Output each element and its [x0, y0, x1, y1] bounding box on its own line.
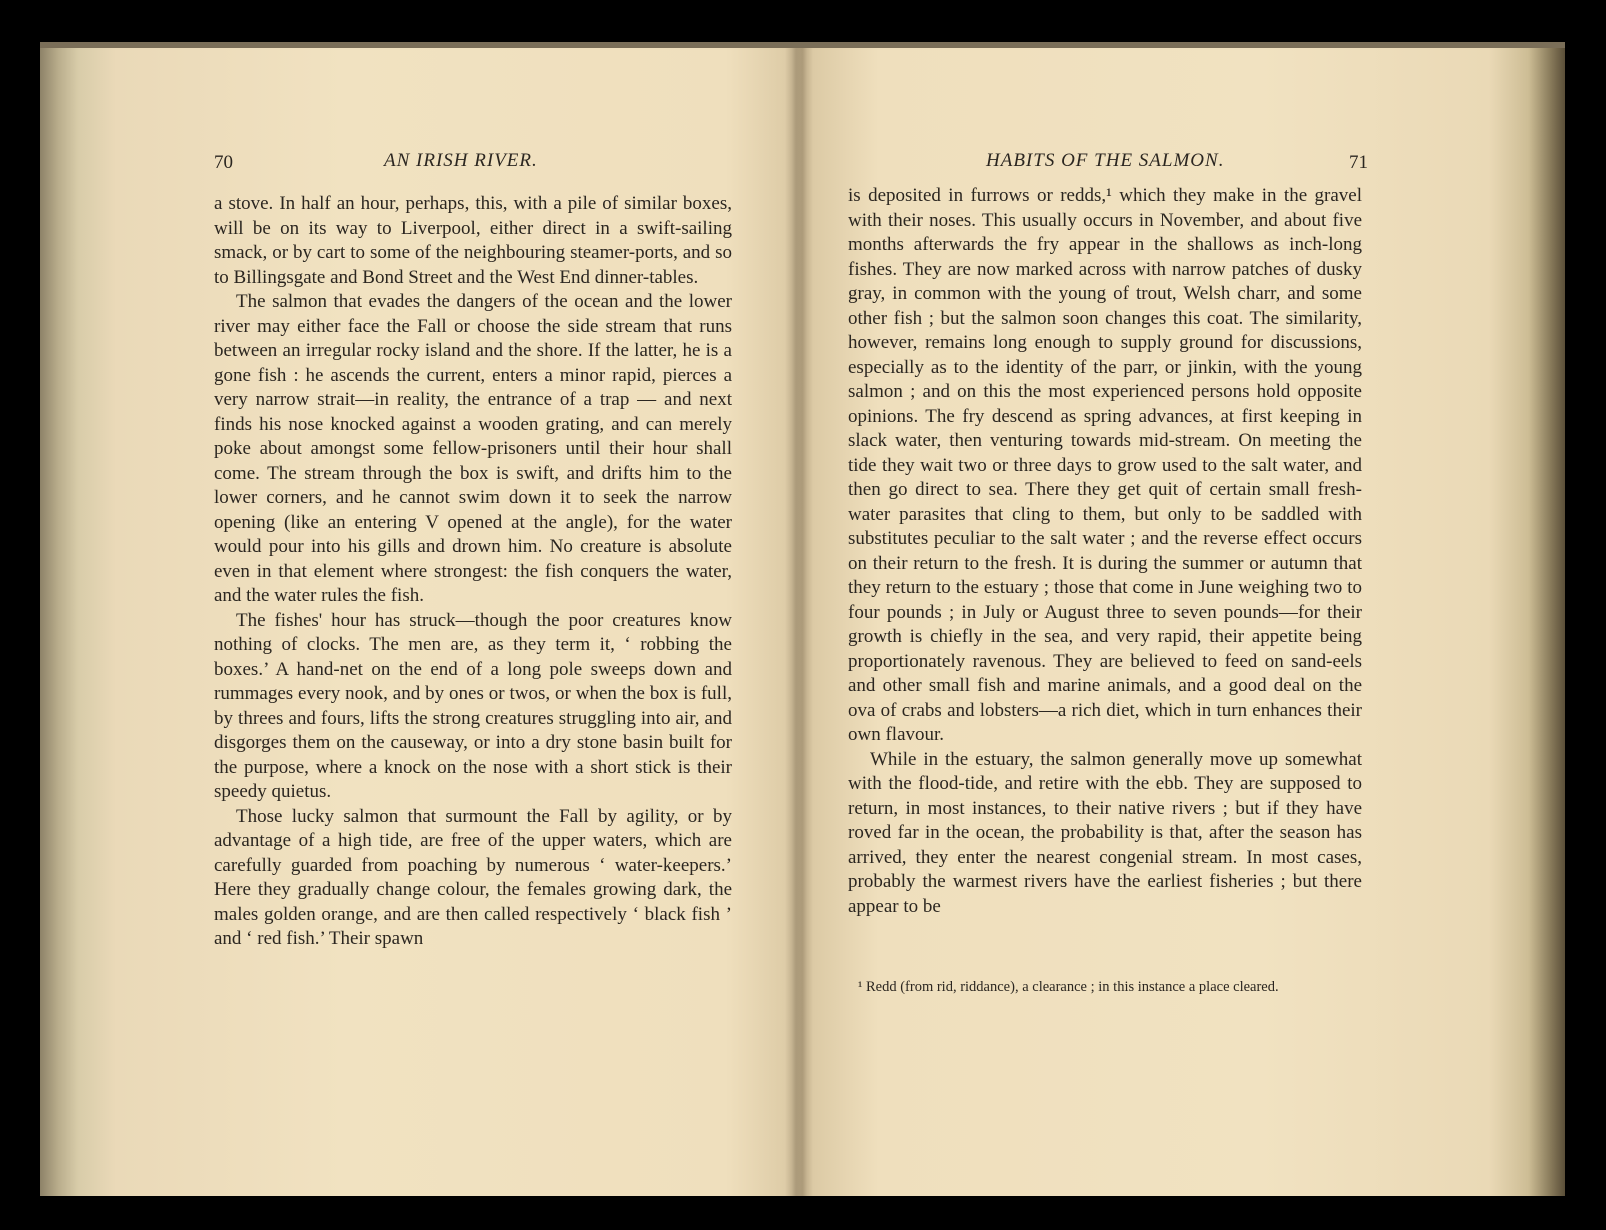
- left-paragraph-3: The fishes' hour has struck—though the poor creatures know nothing of clocks. The men are, as they term it, ‘ robbing the boxes.’ A hand-net on the end of a long pole sweeps down and rummages every nook, and by ones or twos, or when the box is full, by threes and fours, lifts the strong creatures struggling into air, and disgorges them on the causeway, or into a dry stone basin built for the purpose, where a knock on the nose with a short stick is their speedy quietus.: [214, 609, 732, 802]
- left-running-head: AN IRISH RIVER.: [384, 150, 538, 171]
- left-paragraph-1: a stove. In half an hour, perhaps, this, with a pile of similar boxes, will be on its way to Liverpool, either direct in a swift-sailing smack, or by cart to some of the neighbouring steamer-ports, and so to Billingsgate and Bond Street and the West End dinner-tables.: [214, 193, 732, 288]
- right-page-number: 71: [1349, 152, 1368, 173]
- right-page-body: [848, 184, 1362, 919]
- footnote: [846, 978, 1360, 996]
- left-paragraph-2: The salmon that evades the dangers of the ocean and the lower river may either face the Fall or choose the side stream that runs between an irregular rocky island and the shore. If the latter, he is a gone fish : he ascends the current, enters a minor rapid, pierces a very narrow strait—in reality, the entrance of a trap — and next finds his nose knocked against a wooden grating, and can merely poke about amongst some fellow-prisoners until their hour shall come. The stream through the box is swift, and drifts him to the lower corners, and he cannot swim down it to seek the narrow opening (like an entering V opened at the angle), for the water would pour into his gills and drown him. No creature is absolute even in that element where strongest: the fish conquers the water, and the water rules the fish.: [214, 291, 732, 606]
- right-paragraph-2: While in the estuary, the salmon generally move up somewhat with the flood-tide, and retire with the ebb. They are supposed to return, in most instances, to their native rivers ; but if they have roved far in the ocean, the probability is that, after the season has arrived, they enter the nearest congenial stream. In most cases, probably the warmest rivers have the earliest fisheries ; but there appear to be: [848, 748, 1362, 917]
- right-running-head: HABITS OF THE SALMON.: [986, 150, 1225, 171]
- left-paragraph-4: Those lucky salmon that surmount the Fall by agility, or by advantage of a high tide, are free of the upper waters, which are carefully guarded from poaching by numerous ‘ water-keepers.’ Here they gradually change colour, the females growing dark, the males golden orange, and are then called respectively ‘ black fish ’ and ‘ red fish.’ Their spawn: [214, 805, 732, 949]
- footnote-text: ¹ Redd (from rid, riddance), a clearance ; in this instance a place cleared.: [858, 979, 1279, 995]
- left-page-body: [214, 192, 732, 952]
- right-page: [796, 48, 1565, 1196]
- left-page: [40, 48, 796, 1196]
- left-page-number: 70: [214, 152, 233, 173]
- right-paragraph-1: is deposited in furrows or redds,¹ which they make in the gravel with their noses. This usually occurs in November, and about five months afterwards the fry appear in the shallows as inch-long fishes. They are now marked across with narrow patches of dusky gray, in common with the young of trout, Welsh charr, and some other fish ; but the salmon soon changes this coat. The similarity, however, remains long enough to supply ground for discussions, especially as to the identity of the parr, or jinkin, with the young salmon ; and on this the most experienced persons hold opposite opinions. The fry descend as spring advances, at first keeping in slack water, then venturing towards mid-stream. On meeting the tide they wait two or three days to grow used to the salt water, and then go direct to sea. There they get quit of certain small fresh-water parasites that cling to them, but only to be saddled with substitutes peculiar to the salt water ; and the reverse effect occurs on their return to the fresh. It is during the summer or autumn that they return to the estuary ; those that come in June weighing two to four pounds ; in July or August three to seven pounds—for their growth is chiefly in the sea, and very rapid, their appetite being proportionately ravenous. They are believed to feed on sand-eels and other small fish and marine animals, and a good deal on the ova of crabs and lobsters—a rich diet, which in turn enhances their own flavour.: [848, 185, 1362, 745]
- open-book: [40, 42, 1565, 1196]
